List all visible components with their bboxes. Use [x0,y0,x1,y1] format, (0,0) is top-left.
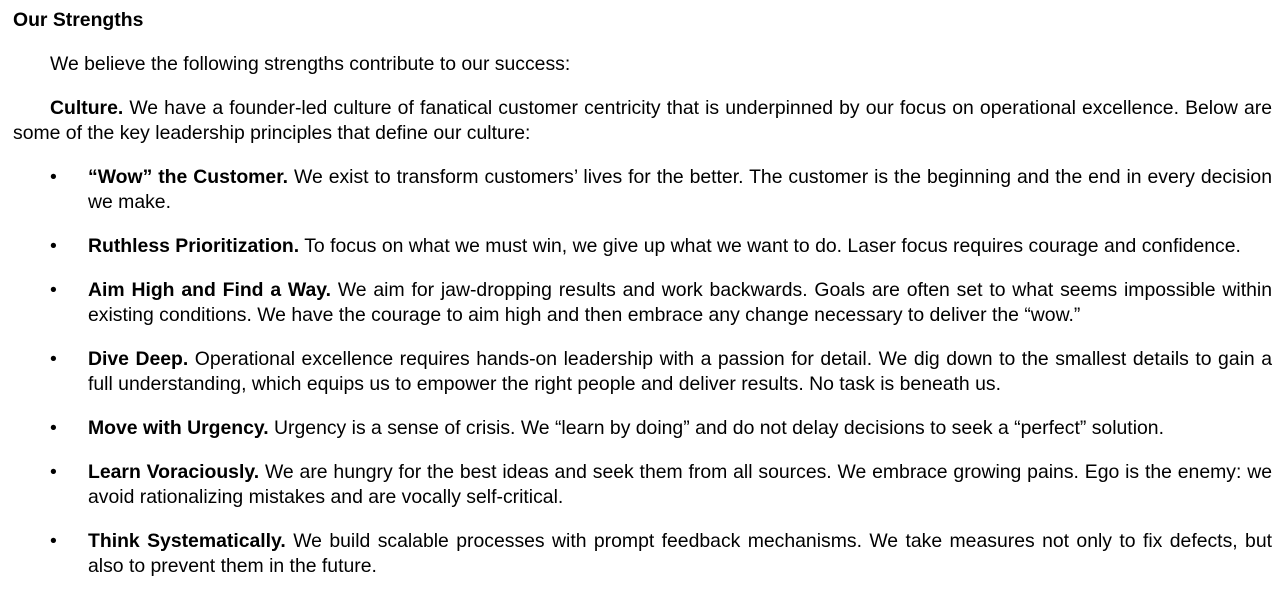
principle-text: To focus on what we must win, we give up what we want to do. Laser focus requires courage and confidence. [304,235,1241,257]
list-item-body [88,460,1272,510]
section-heading: Our Strengths [13,9,144,31]
principle-title: Aim High and Find a Way. [88,279,332,301]
bullet-icon: • [50,530,57,552]
principle-title: Dive Deep. [88,348,189,370]
principle-text: We exist to transform customers’ lives for the better. The customer is the beginning and the end in every decision we make. [88,166,1273,213]
intro-paragraph: We believe the following strengths contribute to our success: [50,53,571,75]
principle-text: Urgency is a sense of crisis. We “learn by doing” and do not delay decisions to seek a “perfect” solution. [274,417,1164,439]
principle-text: We are hungry for the best ideas and seek them from all sources. We embrace growing pains. Ego is the enemy: we avoid rationalizing mistakes and are vocally self-critical. [88,461,1273,508]
list-item-body [88,416,1272,441]
list-item [0,416,1280,441]
principle-title: Ruthless Prioritization. [88,235,300,257]
principle-title: Think Systematically. [88,530,286,552]
list-item-body [88,234,1272,259]
bullet-icon: • [50,279,57,301]
culture-paragraph [13,96,1272,146]
list-item-body [88,347,1272,397]
culture-text: We have a founder-led culture of fanatical customer centricity that is underpinned by our focus on operational excellence. Below are some of the key leadership principles that define our culture: [13,97,1272,144]
principle-text: Operational excellence requires hands-on leadership with a passion for detail. We dig down to the smallest details to gain a full understanding, which equips us to empower the right people and deliver results. No task is beneath us. [88,348,1273,395]
bullet-icon: • [50,417,57,439]
list-item [0,460,1280,510]
leadership-principles-list [0,165,1280,598]
list-item [0,529,1280,579]
list-item [0,278,1280,328]
list-item-body [88,165,1272,215]
list-item [0,165,1280,215]
bullet-icon: • [50,235,57,257]
list-item [0,347,1280,397]
list-item [0,234,1280,259]
principle-title: “Wow” the Customer. [88,166,289,188]
list-item-body [88,529,1272,579]
list-item-body [88,278,1272,328]
principle-title: Learn Voraciously. [88,461,260,483]
principle-text: We aim for jaw-dropping results and work backwards. Goals are often set to what seems impossible within existing conditions. We have the courage to aim high and then embrace any change necessary to deliver the “wow.” [88,279,1272,326]
bullet-icon: • [50,348,57,370]
bullet-icon: • [50,461,57,483]
bullet-icon: • [50,166,57,188]
principle-text: We build scalable processes with prompt feedback mechanisms. We take measures not only to fix defects, but also to prevent them in the future. [88,530,1273,577]
culture-label: Culture. [50,97,124,119]
principle-title: Move with Urgency. [88,417,269,439]
